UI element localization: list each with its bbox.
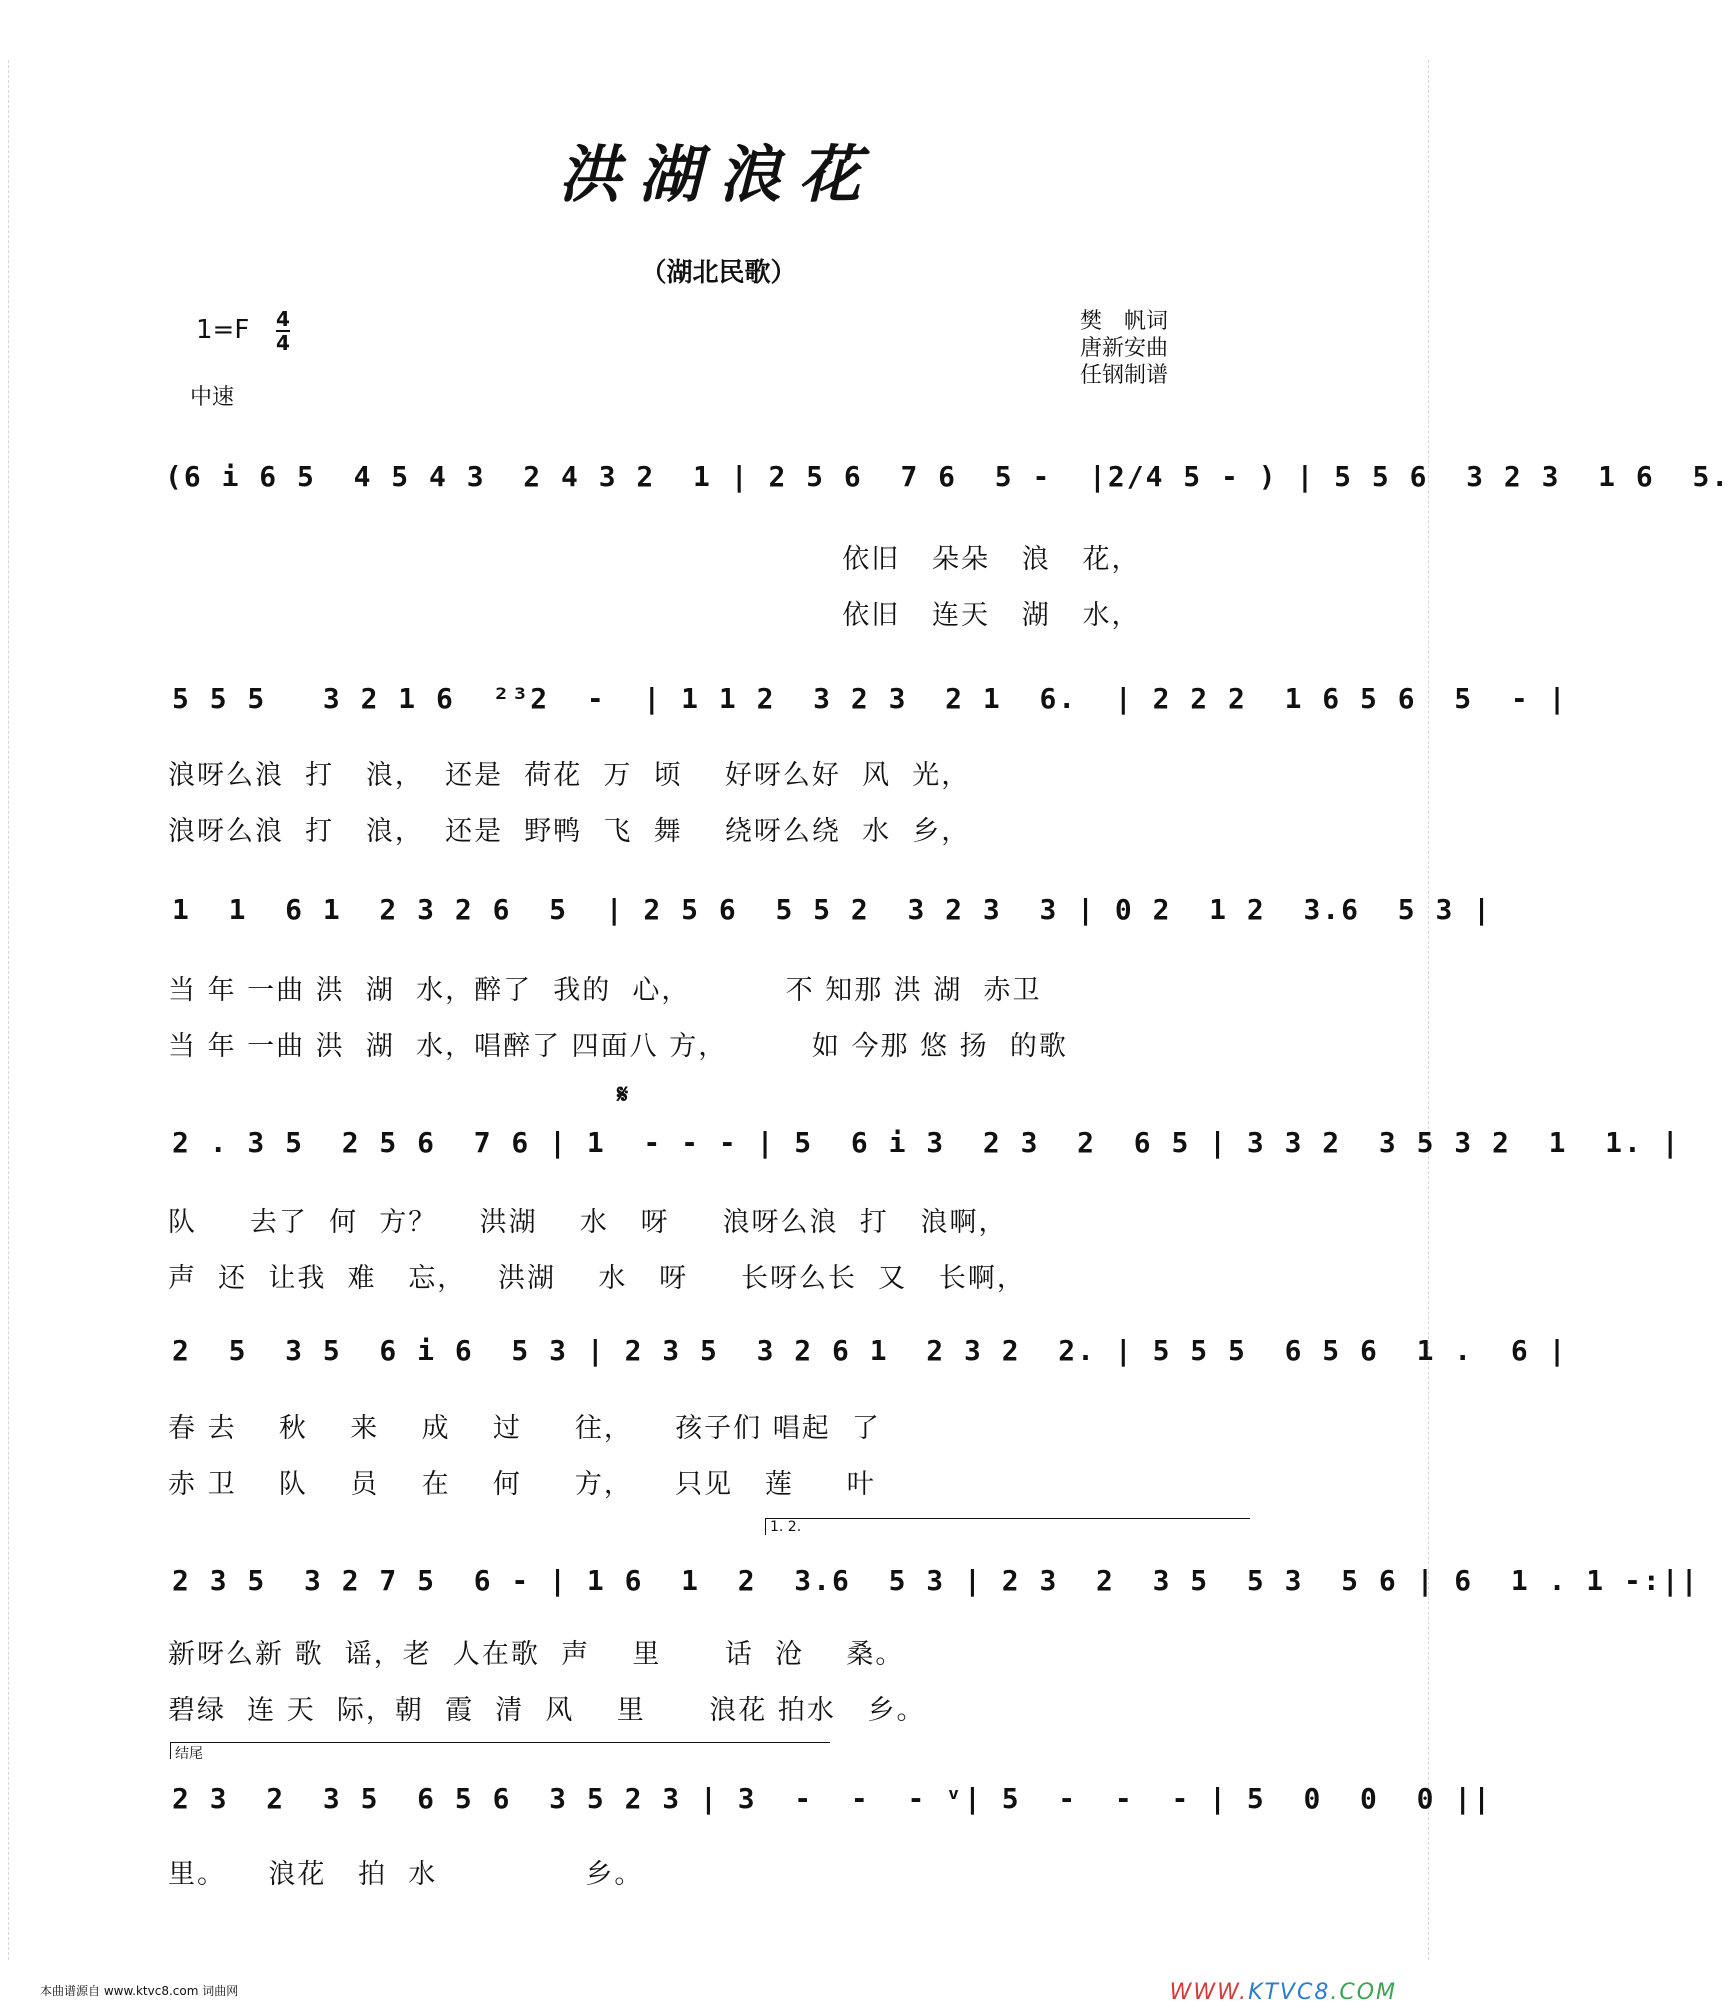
- lyrics-row-1-verse-2: 依旧 连天 湖 水，: [165, 600, 1141, 631]
- tempo-marking: 中速: [190, 385, 235, 410]
- composer-credit: 唐新安曲: [1080, 336, 1169, 361]
- volta-bracket: 1. 2.: [765, 1518, 1250, 1535]
- time-numerator: 4: [276, 307, 290, 331]
- coda-bracket: 结尾: [170, 1742, 830, 1759]
- lyrics-row-6-verse-1: 新呀么新 歌 谣，老 人在歌 声 里 话 沧 桑。: [168, 1639, 905, 1670]
- song-title: 洪湖浪花: [558, 138, 879, 211]
- notation-row-3: 1 1 6 1 2 3 2 6 5 | 2 5 6 5 5 2 3 2 3 3 | 0 2 1 2 3.6 5 3 |: [172, 893, 1493, 926]
- lyrics-row-7: 里。 浪花 拍 水 乡。: [168, 1859, 644, 1890]
- right-margin-watermark: [1418, 60, 1429, 1960]
- notation-row-4: 2 . 3 5 2 5 6 7 6 | 1 - - - | 5 6 i 3 2 3 2 6 5 | 3 3 2 3 5 3 2 1 1. |: [172, 1126, 1681, 1159]
- lyrics-row-3-verse-1: 当 年 一曲 洪 湖 水，醉了 我的 心， 不 知那 洪 湖 赤卫: [168, 975, 1042, 1006]
- notation-row-1: (6 i 6 5 4 5 4 3 2 4 3 2 1 | 2 5 6 7 6 5 - |2/4 5 - ) | 5 5 6 3 2 3 1 6 5.: [165, 460, 1730, 493]
- lyrics-row-4-verse-2: 声 还 让我 难 忘， 洪湖 水 呀 长呀么长 又 长啊，: [168, 1263, 1026, 1294]
- logo-part-c: .COM: [1330, 1980, 1397, 2005]
- segno-sign: 𝄋: [617, 1080, 629, 1110]
- lyrics-row-6-verse-2: 碧绿 连 天 际，朝 霞 清 风 里 浪花 拍水 乡。: [168, 1695, 926, 1726]
- time-denominator: 4: [276, 331, 290, 355]
- lyrics-row-5-verse-2: 赤 卫 队 员 在 何 方， 只见 莲 叶: [168, 1469, 876, 1500]
- time-signature: [276, 308, 290, 354]
- logo-part-b: KTVC8: [1248, 1980, 1331, 2005]
- lyrics-row-1-verse-1: 依旧 朵朵 浪 花，: [165, 544, 1141, 575]
- notation-row-6: 2 3 5 3 2 7 5 6 - | 1 6 1 2 3.6 5 3 | 2 3 2 3 5 5 3 5 6 | 6 1 . 1 -:||: [172, 1564, 1700, 1597]
- lyrics-row-3-verse-2: 当 年 一曲 洪 湖 水，唱醉了 四面八 方， 如 今那 悠 扬 的歌: [168, 1031, 1068, 1062]
- lyrics-row-2-verse-2: 浪呀么浪 打 浪， 还是 野鸭 飞 舞 绕呀么绕 水 乡，: [168, 816, 971, 847]
- song-subtitle: （湖北民歌）: [640, 258, 797, 288]
- left-margin-watermark: [8, 60, 19, 1960]
- key-signature: 1=F: [196, 315, 250, 345]
- lyrics-row-2-verse-1: 浪呀么浪 打 浪， 还是 荷花 万 顷 好呀么好 风 光，: [168, 760, 971, 791]
- arranger-credit: 任钢制谱: [1080, 363, 1169, 388]
- logo-part-a: WWW.: [1169, 1980, 1249, 2005]
- lyricist-credit: 樊 帆词: [1080, 309, 1169, 334]
- lyrics-row-4-verse-1: 队 去了 何 方？ 洪湖 水 呀 浪呀么浪 打 浪啊，: [168, 1207, 1008, 1238]
- notation-row-5: 2 5 3 5 6 i 6 5 3 | 2 3 5 3 2 6 1 2 3 2 2. | 5 5 5 6 5 6 1 . 6 |: [172, 1334, 1568, 1367]
- site-logo: [1170, 1980, 1397, 2005]
- source-footer: 本曲谱源自 www.ktvc8.com 词曲网: [40, 1984, 239, 1998]
- notation-row-7: 2 3 2 3 5 6 5 6 3 5 2 3 | 3 - - - ᵛ| 5 - - - | 5 0 0 0 ||: [172, 1782, 1493, 1815]
- lyrics-row-5-verse-1: 春 去 秋 来 成 过 往， 孩子们 唱起 了: [168, 1413, 881, 1444]
- credits: [1080, 308, 1168, 389]
- notation-row-2: 5 5 5 3 2 1 6 ²³2 - | 1 1 2 3 2 3 2 1 6. | 2 2 2 1 6 5 6 5 - |: [172, 682, 1568, 715]
